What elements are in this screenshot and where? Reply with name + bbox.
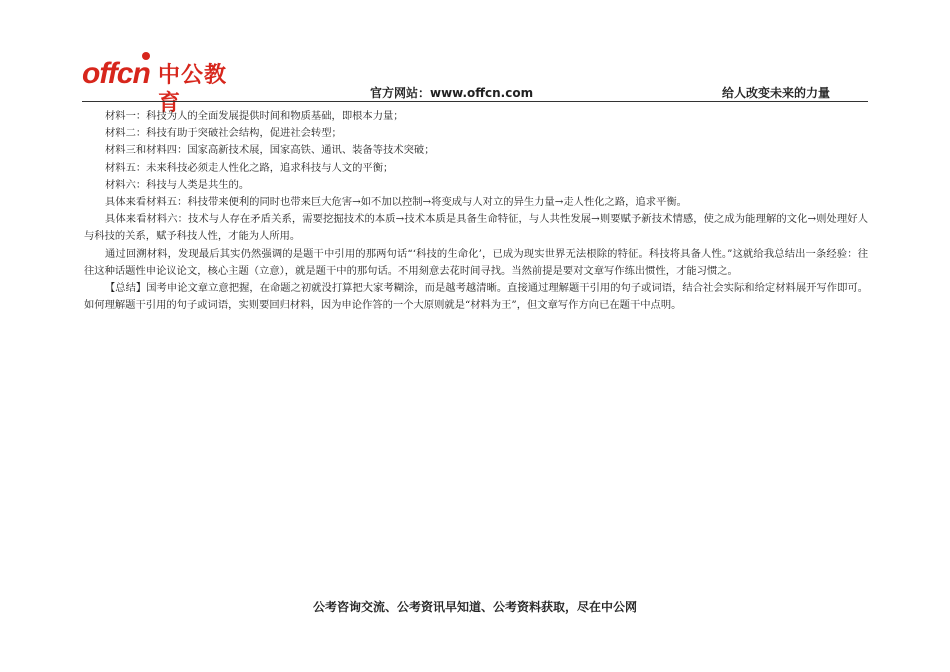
paragraph-detail-material-5: 具体来看材料五：科技带来便利的同时也带来巨大危害→如不加以控制→将变成与人对立的异生力量→走人性化之路，追求平衡。 xyxy=(105,196,687,209)
paragraph-material-2: 材料二：科技有助于突破社会结构，促进社会转型； xyxy=(105,127,342,140)
paragraph-material-6: 材料六：科技与人类是共生的。 xyxy=(105,178,250,191)
header-slogan: 给人改变未来的力量 xyxy=(721,86,830,100)
logo-chinese-name: 中公教育 xyxy=(158,63,228,116)
logo-wordmark: offcn xyxy=(82,57,150,90)
page-footer: 公考咨询交流、公考资讯早知道、公考资料获取，尽在中公网 xyxy=(312,600,637,614)
document-body xyxy=(84,108,868,314)
header-divider xyxy=(82,101,868,102)
paragraph-material-3-4: 材料三和材料四：国家高新技术展，国家高铁、通讯、装备等技术突破； xyxy=(105,144,435,157)
paragraph-review: 通过回溯材料，发现最后其实仍然强调的是题干中引用的那两句话“‘科技的生命化’，已成为现实世界无法根除的特征。科技将具备人性。”这就给我总结出一条经验：往往这种话题性申论议论文，核心主题（立意），就是题干中的那句话。不用刻意去花时间寻找。当然前提是要对文章写作练出惯性，才能习惯之。 xyxy=(84,247,868,277)
official-website-label[interactable]: 官方网站：www.offcn.com xyxy=(370,86,534,100)
paragraph-summary: 【总结】国考申论文章立意把握，在命题之初就没打算把大家考糊涂，而是越考越清晰。直接通过理解题干引用的句子或词语，结合社会实际和给定材料展开写作即可。如何理解题干引用的句子或词语，实则要回归材料，因为申论作答的一个大原则就是“材料为王”，但文章写作方向已在题干中点明。 xyxy=(84,282,868,312)
paragraph-material-5: 材料五：未来科技必须走人性化之路，追求科技与人文的平衡； xyxy=(105,161,394,174)
offcn-logo[interactable] xyxy=(82,52,247,116)
paragraph-detail-material-6: 具体来看材料六：技术与人存在矛盾关系，需要挖掘技术的本质→技术本质是具备生命特征，与人共性发展→则要赋予新技术情感，使之成为能理解的文化→则处理好人与科技的关系，赋予科技人性，才能为人所用。 xyxy=(84,213,868,243)
paragraph-material-1: 材料一：科技为人的全面发展提供时间和物质基础，即根本力量； xyxy=(105,110,404,122)
